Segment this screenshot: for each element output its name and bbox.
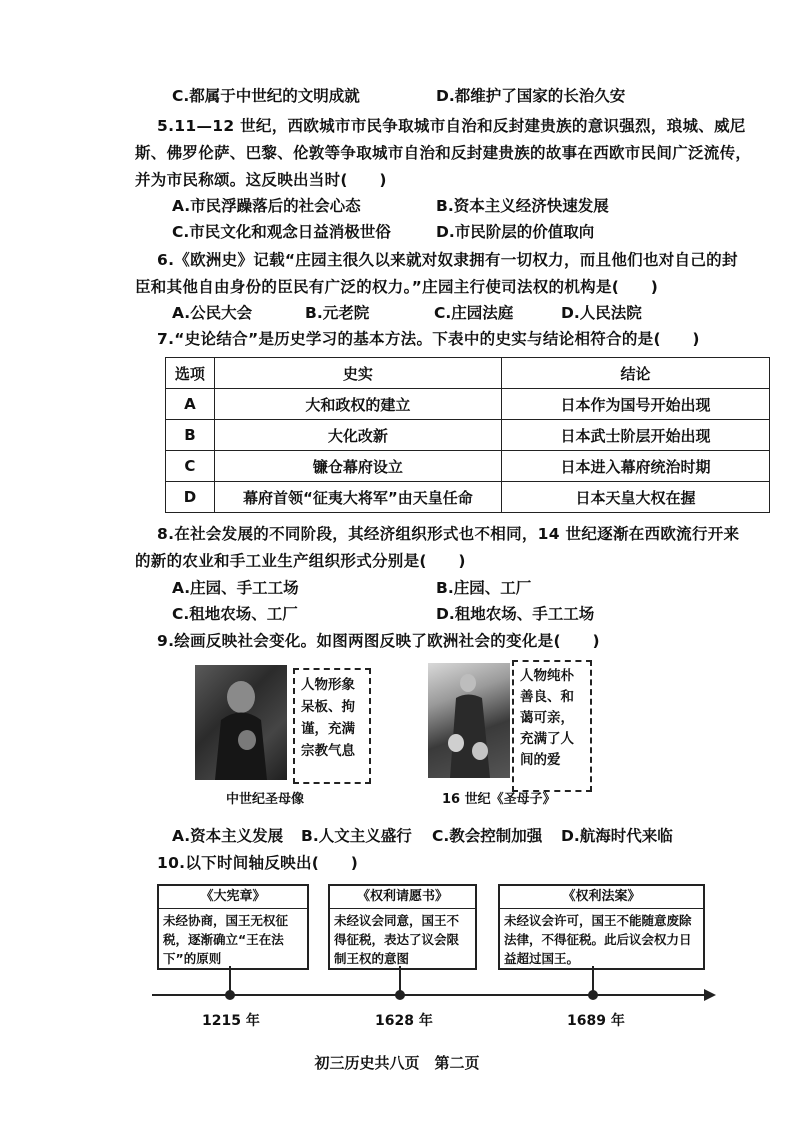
q4-option-c: C.都属于中世纪的文明成就 [172,87,360,105]
table-row [166,389,770,420]
table-header-row [166,358,770,389]
table-row [166,451,770,482]
timeline-year-1628: 1628 年 [375,1013,433,1029]
timeline-event-title: 《权利请愿书》 [330,886,475,909]
q8-option-b: B.庄园、工厂 [436,579,532,597]
q9-stem: 9.绘画反映社会变化。如图两图反映了欧洲社会的变化是( ) [157,632,600,650]
timeline-event-title: 《权利法案》 [500,886,703,909]
timeline-dot [588,990,598,1000]
madonna-and-child-image [428,663,510,778]
table-cell: A [166,389,215,420]
table-cell: 日本作为国号开始出现 [501,389,769,420]
q6-option-a: A.公民大会 [172,304,253,322]
q9-option-b: B.人文主义盛行 [301,827,412,845]
q5-option-a: A.市民浮躁落后的社会心态 [172,197,361,215]
madonna-figure-icon [195,665,287,780]
q5-stem-line1: 5.11—12 世纪，西欧城市市民争取城市自治和反封建贵族的意识强烈，琅城、威尼 [157,117,746,135]
q9-option-c: C.教会控制加强 [432,827,543,845]
table-row [166,482,770,513]
q8-option-a: A.庄园、手工工场 [172,579,299,597]
q5-stem-line2: 斯、佛罗伦萨、巴黎、伦敦等争取城市自治和反封建贵族的故事在西欧市民间广泛流传， [135,144,752,162]
q8-option-d: D.租地农场、手工工场 [436,605,595,623]
timeline-event-petition-of-right [328,884,477,970]
madonna-and-child-label: 16 世纪《圣母子》 [442,792,556,807]
timeline-year-1215: 1215 年 [202,1013,260,1029]
q6-option-c: C.庄园法庭 [434,304,514,322]
table-cell: 大化改新 [214,420,501,451]
table-cell: D [166,482,215,513]
q5-option-d: D.市民阶层的价值取向 [436,223,595,241]
q5-option-b: B.资本主义经济快速发展 [436,197,609,215]
madonna-child-figure-icon [428,663,510,778]
table-header-cell: 结论 [501,358,769,389]
q6-stem-line1: 6.《欧洲史》记载“庄园主很久以来就对奴隶拥有一切权力，而且他们也对自己的封 [157,251,738,269]
timeline-dot [225,990,235,1000]
table-cell: 日本武士阶层开始出现 [501,420,769,451]
timeline-dot [395,990,405,1000]
q9-option-d: D.航海时代来临 [561,827,673,845]
table-row [166,420,770,451]
q6-option-d: D.人民法院 [561,304,642,322]
q9-option-a: A.资本主义发展 [172,827,284,845]
table-cell: 镰仓幕府设立 [214,451,501,482]
page-footer: 初三历史共八页 第二页 [314,1054,480,1072]
medieval-madonna-label: 中世纪圣母像 [226,792,305,807]
q6-option-b: B.元老院 [305,304,370,322]
timeline-event-magna-carta [157,884,309,970]
q7-stem: 7.“史论结合”是历史学习的基本方法。下表中的史实与结论相符合的是( ) [157,330,700,348]
q4-option-d: D.都维护了国家的长治久安 [436,87,626,105]
timeline-year-1689: 1689 年 [567,1013,625,1029]
timeline-event-title: 《大宪章》 [159,886,307,909]
table-header-cell: 选项 [166,358,215,389]
table-header-cell: 史实 [214,358,501,389]
q8-option-c: C.租地农场、工厂 [172,605,298,623]
q5-option-c: C.市民文化和观念日益消极世俗 [172,223,391,241]
table-cell: 幕府首领“征夷大将军”由天皇任命 [214,482,501,513]
madonna-and-child-note: 人物纯朴 善良、和 蔼可亲， 充满了人 间的爱 [512,660,592,792]
q8-stem-line2: 的新的农业和手工业生产组织形式分别是( ) [135,552,466,570]
table-cell: B [166,420,215,451]
q10-stem: 10.以下时间轴反映出( ) [157,854,359,872]
timeline-axis [152,994,708,996]
timeline-event-body: 未经协商，国王无权征税，逐渐确立“王在法下”的原则 [163,913,289,966]
timeline-event-body: 未经议会同意，国王不得征税，表达了议会限制王权的意图 [334,913,460,966]
table-cell: 日本天皇大权在握 [501,482,769,513]
table-cell: 大和政权的建立 [214,389,501,420]
medieval-madonna-image [195,665,287,780]
timeline-event-bill-of-rights [498,884,705,970]
timeline-arrow-icon [704,989,716,1001]
table-cell: 日本进入幕府统治时期 [501,451,769,482]
table-cell: C [166,451,215,482]
timeline-event-body: 未经议会许可，国王不能随意废除法律，不得征税。此后议会权力日益超过国王。 [504,913,692,966]
medieval-madonna-note: 人物形象 呆板、拘 谨，充满 宗教气息 [293,668,371,784]
q5-stem-line3: 并为市民称颂。这反映出当时( ) [135,171,387,189]
q6-stem-line2: 臣和其他自由身份的臣民有广泛的权力。”庄园主行使司法权的机构是( ) [135,278,659,296]
q7-table [165,357,770,513]
q8-stem-line1: 8.在社会发展的不同阶段，其经济组织形式也不相同，14 世纪逐渐在西欧流行开来 [157,525,740,543]
